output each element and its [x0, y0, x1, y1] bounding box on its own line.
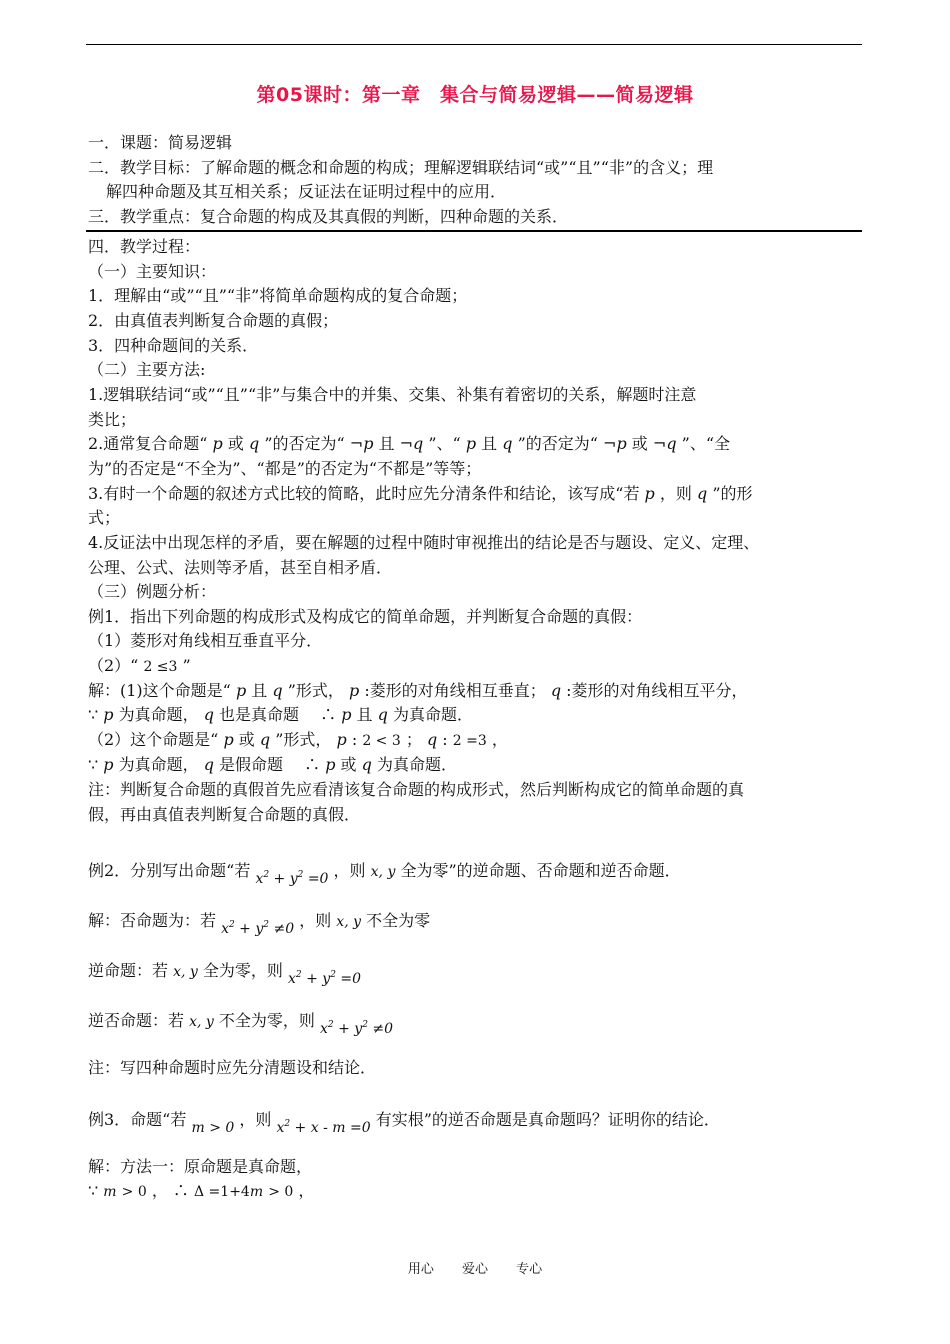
example-2: 例2．分别写出命题“若 $x^2 + y^2 =0$ ，则 x, y 全为零”的逆命题、否命题和逆否命题．: [88, 861, 681, 887]
footer-text-3: 专心: [516, 1262, 543, 1277]
header-rule: [86, 44, 862, 45]
example-1-solution-2b: ∵ p 为真命题， q 是假命题 ∴ p 或 q 为真命题．: [88, 755, 457, 774]
example-3: 例3．命题“若 m > 0 ，则 $x^2 + x - m =0$ 有实根”的逆否命题是真命题吗？证明你的结论．: [88, 1110, 720, 1136]
method-4-cont: 公理、公式、法则等矛盾，甚至自相矛盾．: [88, 558, 393, 577]
note-1: 注：判断复合命题的真假首先应看清该复合命题的构成形式，然后判断构成它的简单命题的真: [88, 780, 745, 799]
knowledge-item-3: 3．四种命题间的关系．: [88, 336, 259, 355]
example-1-part-2: （2）“ 2 ≤3 ”: [88, 656, 191, 675]
example-2-contrapositive: 逆否命题：若 x, y 不全为零，则 $x^2 + y^2 \ne 0$: [88, 1011, 394, 1037]
note-1-cont: 假，再由真值表判断复合命题的真假．: [88, 805, 361, 824]
example-1-part-1: （1）菱形对角线相互垂直平分．: [88, 631, 323, 650]
example-1-solution-2: （2）这个命题是“ p 或 q ”形式， p : 2 < 3 ； q : 2 =3 ，: [88, 730, 508, 749]
method-2-cont: 为”的否定是“不全为”、“都是”的否定为“不都是”等等；: [88, 459, 482, 478]
method-1: 1.逻辑联结词“或”“且”“非”与集合中的并集、交集、补集有着密切的关系，解题时注意: [88, 385, 697, 404]
section-objectives: 二．教学目标：了解命题的概念和命题的构成；理解逻辑联结词“或”“且”“非”的含义；理: [88, 158, 714, 177]
method-2: 2.通常复合命题“ p 或 q ”的否定为“ ¬p 且 ¬q ”、“ p 且 q ”的否定为“ ¬p 或 ¬q ”、“全: [88, 434, 731, 453]
footer-text-2: 爱心: [461, 1262, 488, 1277]
example-1-solution-1: 解：(1)这个命题是“ p 且 q ”形式， p :菱形的对角线相互垂直； q :菱形的对角线相互平分，: [88, 681, 748, 700]
footer-text-1: 用心: [407, 1262, 434, 1277]
method-4: 4.反证法中出现怎样的矛盾，要在解题的过程中随时审视推出的结论是否与题设、定义、定理、: [88, 533, 760, 552]
knowledge-heading: （一）主要知识：: [88, 262, 217, 281]
section-topic: 一．课题：简易逻辑: [88, 133, 233, 152]
method-3-cont: 式；: [88, 508, 121, 527]
method-1-cont: 类比；: [88, 410, 137, 429]
section-divider: [86, 230, 862, 232]
section-objectives-cont: 解四种命题及其互相关系；反证法在证明过程中的应用．: [106, 182, 507, 201]
section-process: 四．教学过程：: [88, 237, 201, 256]
example-2-negation: 解：否命题为：若 $x^2 + y^2 \ne 0$ ，则 x, y 不全为零: [88, 911, 431, 937]
example-1: 例1．指出下列命题的构成形式及构成它的简单命题，并判断复合命题的真假：: [88, 607, 643, 626]
example-1-solution-1b: ∵ p 为真命题， q 也是真命题 ∴ p 且 q 为真命题．: [88, 705, 473, 724]
page-footer: [0, 1258, 950, 1277]
examples-heading: （三）例题分析：: [88, 582, 217, 601]
knowledge-item-1: 1．理解由“或”“且”“非”将简单命题构成的复合命题；: [88, 286, 468, 305]
page-title: 第05课时：第一章 集合与简易逻辑——简易逻辑: [256, 84, 694, 106]
example-3-solution: 解：方法一：原命题是真命题，: [88, 1157, 313, 1176]
methods-heading: （二）主要方法:: [88, 360, 206, 379]
example-2-converse: 逆命题：若 x, y 全为零，则 $x^2 + y^2 =0$: [88, 961, 362, 987]
method-3: 3.有时一个命题的叙述方式比较的简略，此时应先分清条件和结论，该写成“若 p ，则 q ”的形: [88, 484, 753, 503]
knowledge-item-2: 2．由真值表判断复合命题的真假；: [88, 311, 339, 330]
note-2: 注：写四种命题时应先分清题设和结论．: [88, 1058, 377, 1077]
section-key-points: 三．教学重点：复合命题的构成及其真假的判断，四种命题的关系．: [88, 207, 569, 226]
example-3-solution-b: ∵ m > 0 ， ∴ Δ =1+4m > 0 ，: [88, 1181, 315, 1200]
